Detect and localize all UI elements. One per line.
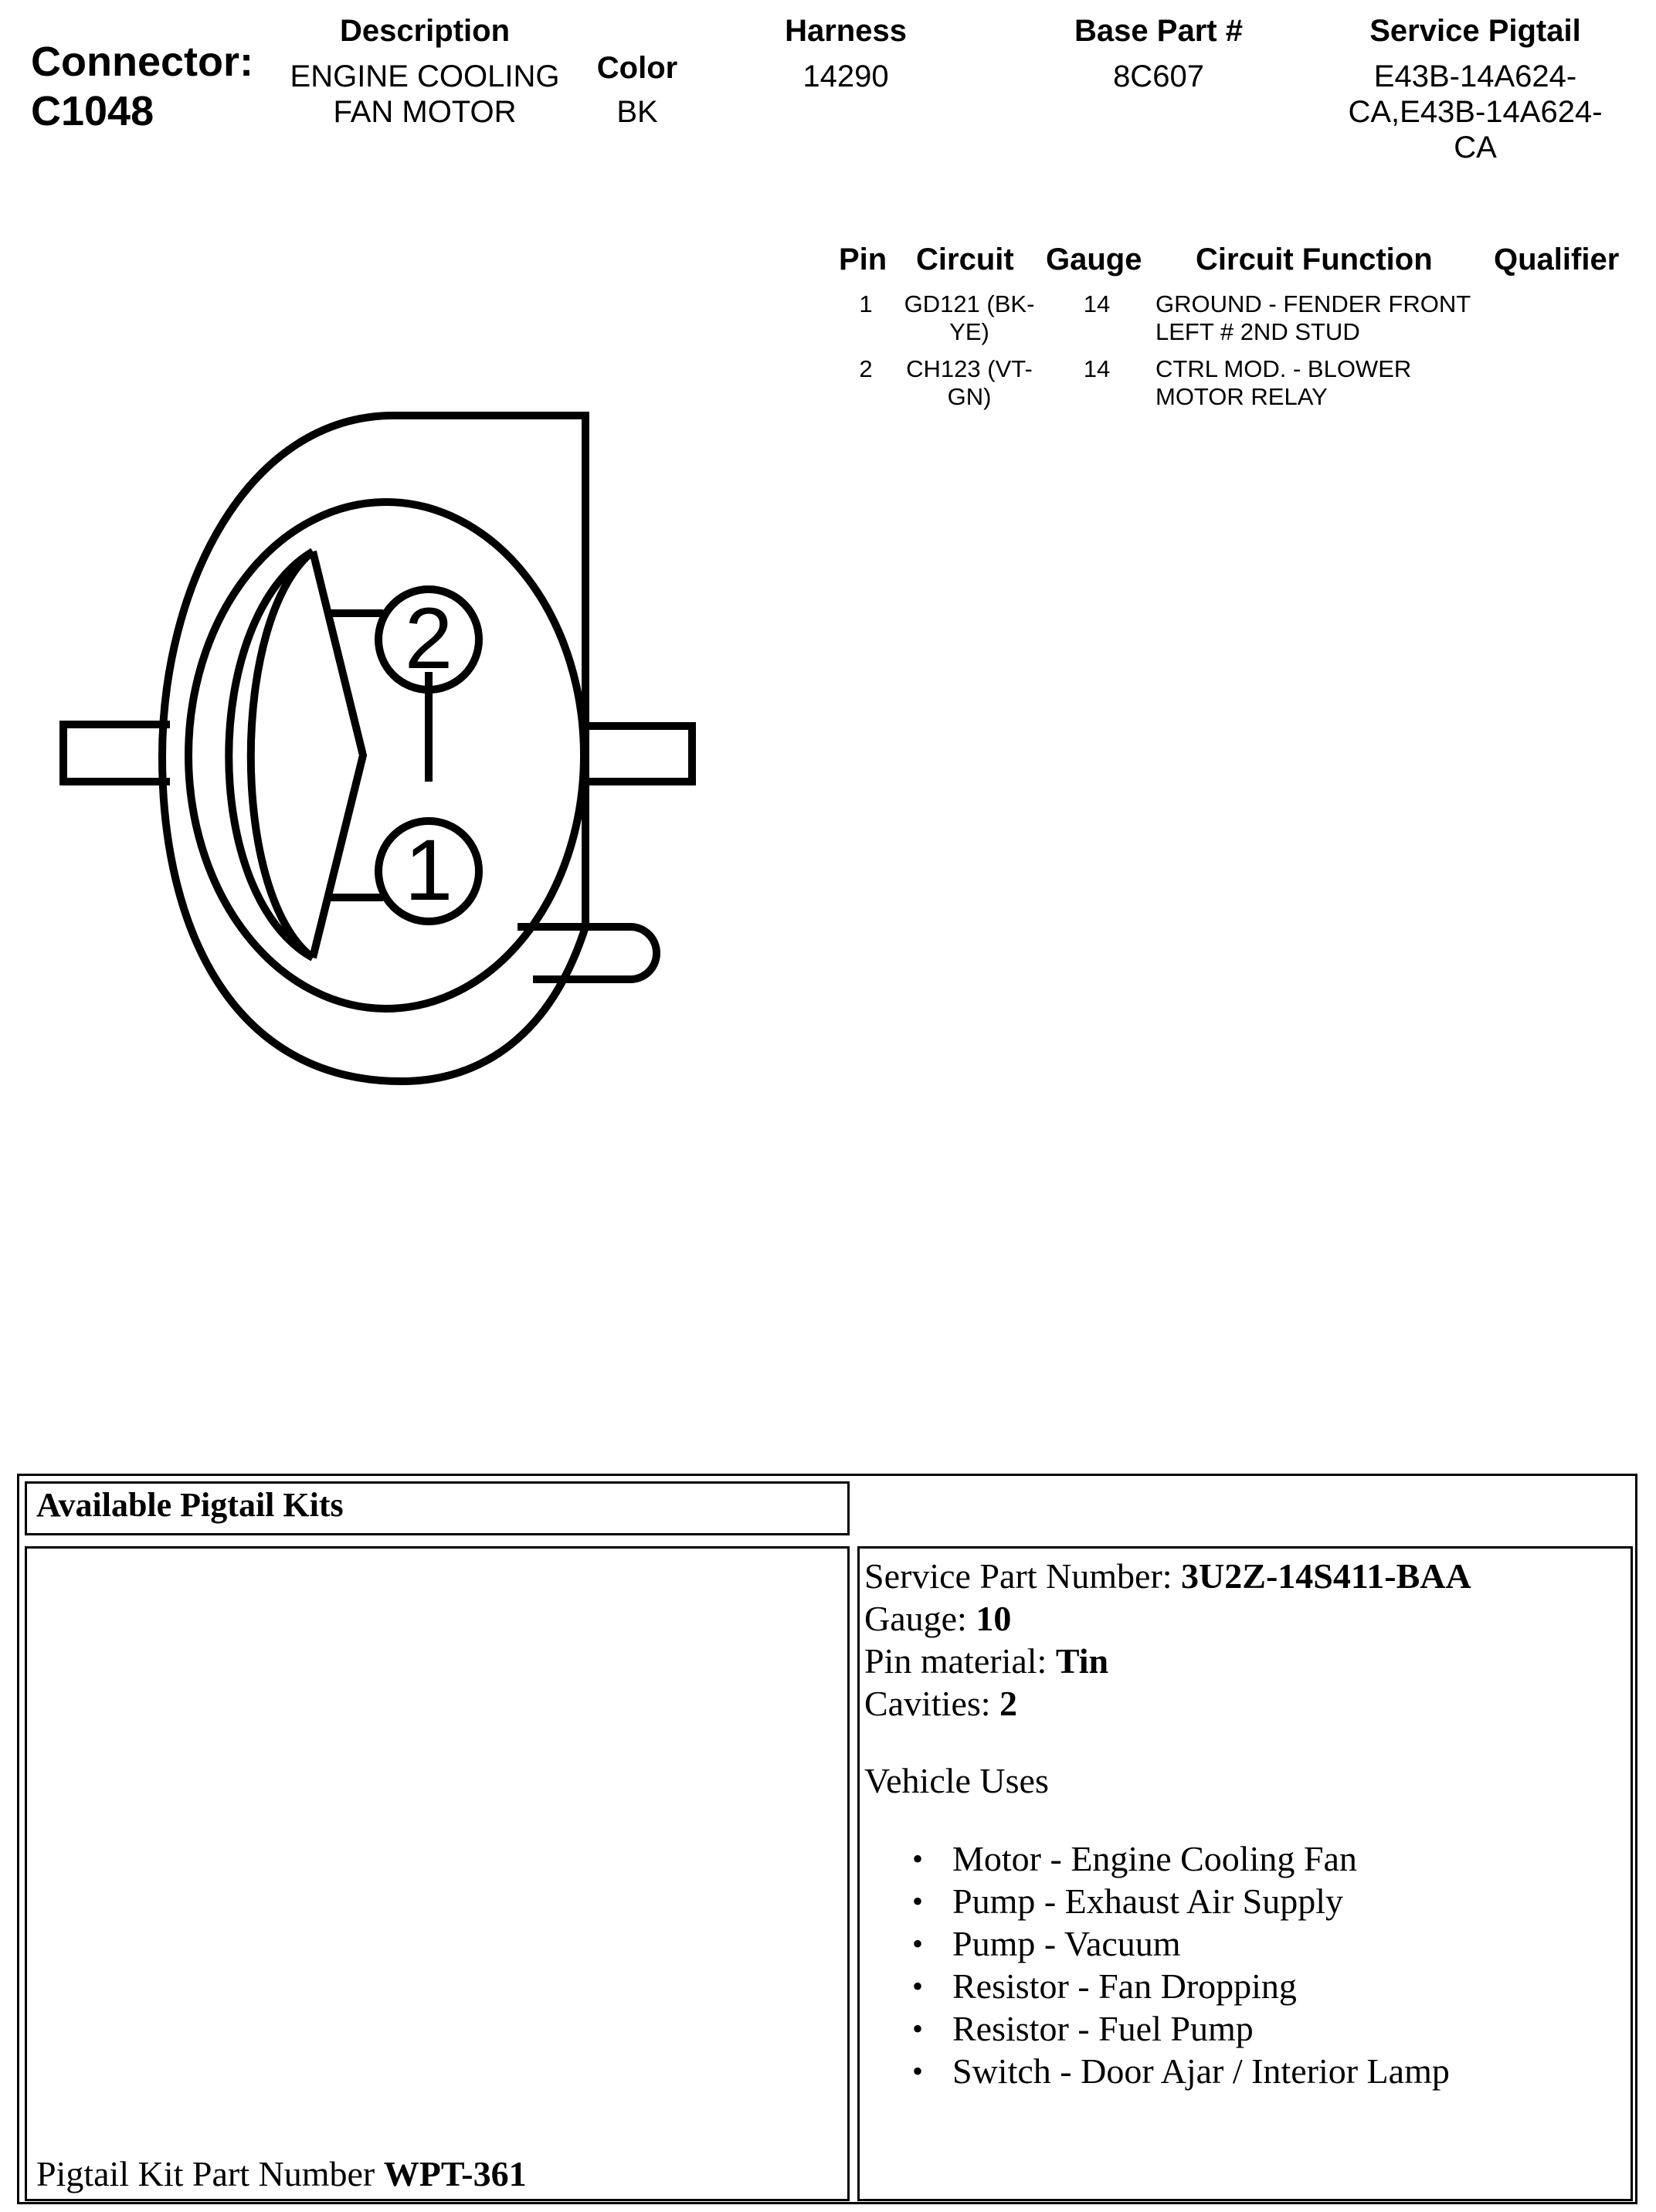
function-line-2: MOTOR RELAY [1155, 383, 1328, 410]
right-latch-tab [587, 726, 692, 782]
pigtail-kits-table [17, 1474, 1637, 2204]
pin-material [864, 1640, 1471, 1682]
description-header: Description [339, 14, 511, 48]
list-item: • Pump - Vacuum [952, 1922, 1450, 1965]
function-line-1: GROUND - FENDER FRONT [1155, 290, 1471, 317]
service-pigtail-line-3: CA [1454, 131, 1497, 165]
description-line-1: ENGINE COOLING [290, 59, 560, 93]
kits-title: Available Pigtail Kits [36, 1486, 344, 1524]
circuit-column-header: Circuit [916, 243, 1014, 276]
kits-title-cell [25, 1481, 850, 1535]
cavities [864, 1682, 1471, 1725]
pin-label-1: 1 [404, 822, 453, 918]
list-item: • Resistor - Fan Dropping [952, 1965, 1450, 2007]
kit-specs [864, 1555, 1471, 1725]
vehicle-uses-title: Vehicle Uses [864, 1761, 1049, 1800]
cavities-value: 2 [999, 1684, 1018, 1723]
list-item: • Resistor - Fuel Pump [952, 2007, 1450, 2050]
color-value: BK [616, 95, 658, 129]
connector-face-diagram [46, 386, 711, 1128]
kit-gauge-value: 10 [976, 1599, 1012, 1638]
harness-header: Harness [785, 14, 907, 48]
circuit-line-2: GN) [947, 383, 992, 410]
circuit-value [896, 290, 1043, 346]
kit-gauge [864, 1597, 1471, 1640]
function-value [1155, 290, 1480, 346]
service-part-number [864, 1555, 1471, 1597]
key-tab [518, 927, 657, 979]
circuit-line-1: GD121 (BK- [904, 290, 1035, 317]
kit-part-value: WPT-361 [383, 2154, 527, 2193]
list-item: • Switch - Door Ajar / Interior Lamp [952, 2050, 1450, 2092]
service-part-value: 3U2Z-14S411-BAA [1181, 1556, 1471, 1596]
list-item: • Motor - Engine Cooling Fan [952, 1837, 1450, 1880]
vehicle-uses-list [952, 1837, 1450, 2092]
color-header: Color [596, 51, 678, 85]
pin-label-2: 2 [404, 590, 453, 687]
pin-number: 2 [859, 355, 873, 382]
base-part-value: 8C607 [1113, 59, 1204, 93]
pin-column-header: Pin [839, 243, 887, 276]
kit-image-cell [25, 1546, 850, 2201]
circuit-line-1: CH123 (VT- [906, 355, 1033, 382]
description-value [270, 59, 579, 130]
service-pigtail-header: Service Pigtail [1369, 14, 1581, 48]
circuit-value [896, 355, 1043, 411]
pigtail-kit-part-number [36, 2153, 527, 2194]
pin-material-value: Tin [1055, 1641, 1109, 1681]
function-line-1: CTRL MOD. - BLOWER [1155, 355, 1412, 382]
harness-value: 14290 [803, 59, 889, 93]
function-column-header: Circuit Function [1196, 243, 1433, 276]
function-value [1155, 355, 1480, 411]
connector-label: Connector: [31, 39, 253, 85]
connector-title [31, 37, 253, 136]
gauge-value: 14 [1083, 290, 1111, 317]
connector-id: C1048 [31, 88, 154, 134]
left-latch-tab [63, 724, 170, 782]
service-pigtail-value [1321, 59, 1630, 165]
service-part-label: Service Part Number: [864, 1556, 1182, 1596]
qualifier-column-header: Qualifier [1494, 243, 1620, 276]
list-item: • Pump - Exhaust Air Supply [952, 1880, 1450, 1922]
kit-gauge-label: Gauge: [864, 1599, 976, 1638]
kit-part-label: Pigtail Kit Part Number [36, 2154, 384, 2193]
circuit-line-2: YE) [949, 318, 989, 345]
description-line-2: FAN MOTOR [333, 95, 517, 129]
service-pigtail-line-1: E43B-14A624- [1373, 59, 1577, 93]
pin-material-label: Pin material: [864, 1641, 1056, 1681]
gauge-value: 14 [1083, 355, 1111, 382]
pin-number: 1 [859, 290, 873, 317]
service-pigtail-line-2: CA,E43B-14A624- [1348, 95, 1603, 129]
kit-details-cell [857, 1546, 1633, 2201]
function-line-2: LEFT # 2ND STUD [1155, 318, 1360, 345]
gauge-column-header: Gauge [1046, 243, 1142, 276]
cavities-label: Cavities: [864, 1684, 1000, 1723]
base-part-header: Base Part # [1074, 14, 1243, 48]
